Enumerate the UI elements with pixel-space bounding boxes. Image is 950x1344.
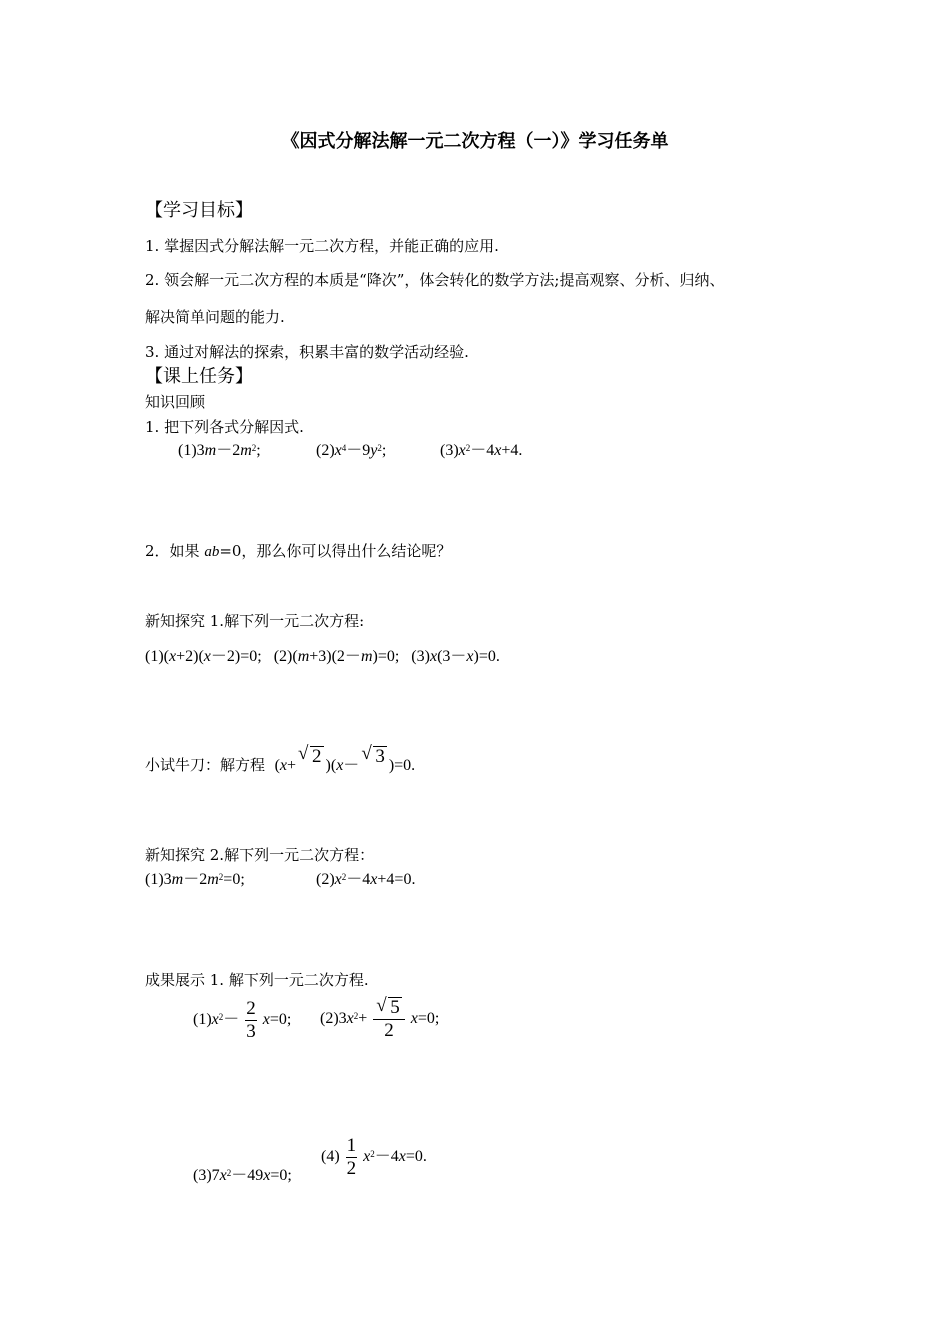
factor-exercise-2: $(2)x^4-9y^2$; bbox=[316, 442, 387, 459]
show-1-label: 成果展示 1. 解下列一元二次方程. bbox=[145, 971, 369, 989]
radical-icon: √ bbox=[361, 743, 372, 764]
goal-2-line-2: 解决简单问题的能力. bbox=[145, 308, 285, 326]
show-1-eq-1: $(1)x^2-$ $\frac{2}{3}$ x=0; bbox=[193, 997, 292, 1042]
goal-3: 3. 通过对解法的探索，积累丰富的数学活动经验. bbox=[145, 343, 469, 361]
show-1-eq-4: (4) $\frac{1}{2}$ $x^2-4x=0$. bbox=[321, 1134, 427, 1179]
factor-exercise-1: $(1)3m-2m^2$; bbox=[178, 442, 261, 459]
explore-2-eq-1: $(1)3m-2m^2=0$; bbox=[145, 871, 245, 888]
explore-2-eq-2: $(2)x^2-4x+4=0$. bbox=[316, 871, 416, 888]
goal-1: 1. 掌握因式分解法解一元二次方程，并能正确的应用. bbox=[145, 237, 499, 255]
review-label: 知识回顾 bbox=[145, 393, 206, 411]
explore-1-equations: (1)(x+2)(x－2)=0; (2)(m+3)(2－m)=0; (3)x(3－x)=0. bbox=[145, 648, 500, 665]
factor-exercise-3: $(3)x^2-4x+4$. bbox=[440, 442, 523, 459]
question-1: 1. 把下列各式分解因式. bbox=[145, 418, 304, 436]
explore-2-label: 新知探究 2.解下列一元二次方程： bbox=[145, 846, 375, 864]
explore-1-label: 新知探究 1.解下列一元二次方程: bbox=[145, 612, 365, 630]
fraction-1-2: $\frac{1}{2}$ bbox=[346, 1134, 357, 1179]
sqrt-2: √ 2 bbox=[298, 743, 322, 767]
page-title: 《因式分解法解一元二次方程（一）》学习任务单 bbox=[281, 131, 669, 152]
trial-equation: 小试牛刀：解方程 (x+ √ 2 )(x－ √ 3 )=0. bbox=[145, 743, 416, 774]
goal-2-line-1: 2. 领会解一元二次方程的本质是“降次”，体会转化的数学方法;提高观察、分析、归纳、 bbox=[145, 271, 725, 289]
fraction-sqrt5-2: √ 5 2 bbox=[373, 997, 405, 1042]
sqrt-3: √ 3 bbox=[361, 743, 385, 767]
show-1-eq-3: $(3)7x^2-49x=0$; bbox=[193, 1167, 292, 1184]
show-1-eq-2: $(2)3x^2+$ √ 5 2 x=0; bbox=[320, 994, 440, 1041]
fraction-2-3: $\frac{2}{3}$ bbox=[246, 997, 256, 1042]
tasks-heading: 【课上任务】 bbox=[145, 366, 253, 387]
radical-icon: √ bbox=[298, 743, 309, 764]
radical-icon: √ bbox=[376, 994, 387, 1016]
goals-heading: 【学习目标】 bbox=[145, 200, 253, 221]
question-2: 2．如果 ab=0，那么你可以得出什么结论呢？ bbox=[145, 542, 452, 560]
